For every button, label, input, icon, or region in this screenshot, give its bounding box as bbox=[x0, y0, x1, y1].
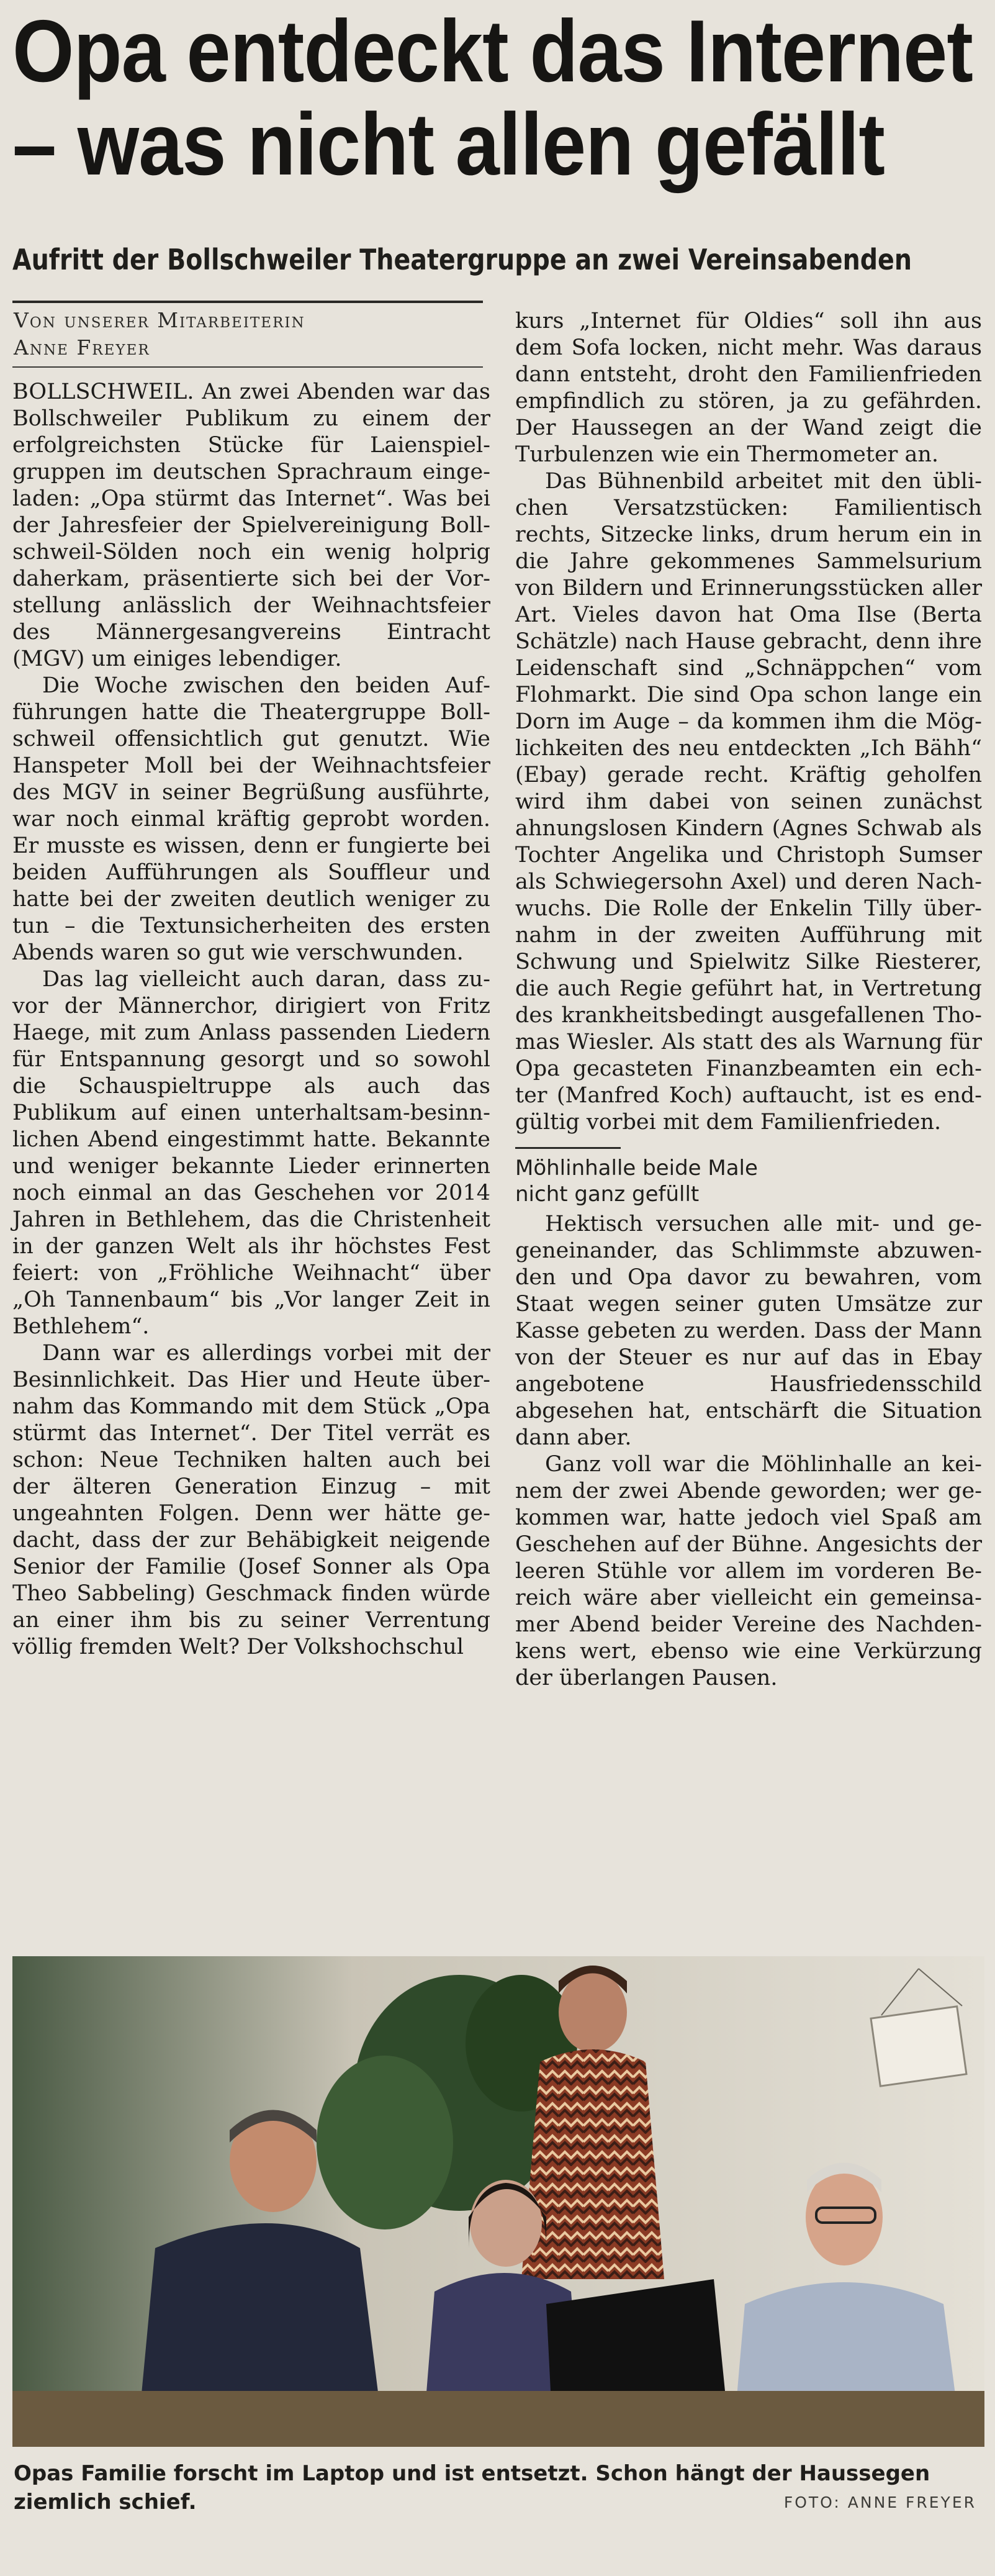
headline bbox=[12, 2, 973, 194]
article-column-left bbox=[12, 379, 490, 1661]
byline-role: Von unserer Mitarbeiterin bbox=[14, 308, 305, 332]
paragraph: Ganz voll war die Möhlinhalle an keinem der zwei Abende geworden; wer gekommen war, hatte jedoch viel Spaß am Geschehen auf der Bühne. Angesichts der leeren Stühle vor allem im vorderen Bereich wäre aber vielleicht ein gemeinsamer Abend beider Vereine des Nachdenkens wert, ebenso wie eine Verkürzung der überlangen Pausen. bbox=[515, 1452, 982, 1690]
subtitle-rule bbox=[515, 1147, 621, 1149]
paragraph: Hektisch versuchen alle mit- und gegeneinander, das Schlimmste abzuwenden und Opa davor zu bewahren, vom Staat wegen seiner guten Umsätze zur Kasse gebeten zu werden. Dass der Mann von der Steuer es nur auf das in Ebay angebotene Hausfriedensschild abgesehen hat, entschärft die Situation dann aber. bbox=[515, 1212, 982, 1450]
byline bbox=[14, 307, 484, 361]
article-column-right bbox=[515, 308, 982, 1692]
section-subtitle bbox=[515, 1155, 982, 1207]
paragraph: Die Woche zwischen den beiden Aufführungen hatte die Theatergruppe Bollschweil offensichtlich gut genutzt. Wie Hanspeter Moll bei der Weihnachtsfeier des MGV in seiner Begrüßung ausführte, war noch einmal kräftig geprobt worden. Er musste es wissen, denn er fungierte bei beiden Aufführungen als Souffleur und hatte bei der zweiten deutlich weniger zu tun – die Textunsicherheiten des ersten Abends waren so gut wie verschwunden. bbox=[12, 673, 490, 965]
paragraph: BOLLSCHWEIL. An zwei Abenden war das Bollschweiler Publikum zu einem der erfolgreichsten Stücke für Laienspielgruppen im deutschen Sprachraum eingeladen: „Opa stürmt das Internet“. Was bei der Jahresfeier der Spielvereinigung Bollschweil-Sölden noch ein wenig holprig daherkam, präsentierte sich bei der Vorstellung anlässlich der Weihnachtsfeier des Männergesangvereins Eintracht (MGV) um einiges lebendiger. bbox=[12, 379, 490, 671]
byline-bottom-rule bbox=[12, 366, 483, 368]
photo-caption: Opas Familie forscht im Laptop und ist entsetzt. Schon hängt der Haussegen ziemlich schief. bbox=[14, 2461, 930, 2515]
headline-line-2: – was nicht allen gefällt bbox=[12, 95, 885, 194]
paragraph: Das Bühnenbild arbeitet mit den üblichen Versatzstücken: Familientisch rechts, Sitzecke links, drum herum ein in die Jahre gekommenes Sammelsurium von Bildern und Erinnerungsstücken aller Art. Vieles davon hat Oma Ilse (Berta Schätzle) nach Hause gebracht, denn ihre Leidenschaft sind „Schnäppchen“ vom Flohmarkt. Die sind Opa schon lange ein Dorn im Auge – da kommen ihm die Möglichkeiten des neu entdeckten „Ich Bähh“ (Ebay) gerade recht. Kräftig geholfen wird ihm dabei von seinen zunächst ahnungslosen Kindern (Agnes Schwab als Tochter Angelika und Christoph Sumser als Schwiegersohn Axel) und deren Nachwuchs. Die Rolle der Enkelin Tilly übernahm in der zweiten Aufführung mit Schwung und Spielwitz Silke Riesterer, die auch Regie geführt hat, in Vertretung des krankheitsbedingt ausgefallenen Thomas Wiesler. Als statt des als Warnung für Opa gecasteten Finanzbeamten ein echter (Manfred Koch) auftaucht, ist es endgültig vorbei mit dem Familienfrieden. bbox=[515, 469, 982, 1135]
paragraph: Das lag vielleicht auch daran, dass zuvor der Männerchor, dirigiert von Fritz Haege, mit zum Anlass passenden Liedern für Entspannung gesorgt und so sowohl die Schauspieltruppe als auch das Publikum auf einen unterhaltsam-besinnlichen Abend eingestimmt hatte. Bekannte und weniger bekannte Lieder erinnerten noch einmal an das Geschehen vor 2014 Jahren in Bethlehem, das die Christenheit in der ganzen Welt als ihr höchstes Fest feiert: von „Fröhliche Weihnacht“ über „Oh Tannenbaum“ bis „Vor langer Zeit in Bethlehem“. bbox=[12, 967, 490, 1339]
headline-line-1: Opa entdeckt das Internet bbox=[12, 2, 973, 101]
paragraph: Dann war es allerdings vorbei mit der Besinnlichkeit. Das Hier und Heute übernahm das Kommando mit dem Stück „Opa stürmt das Internet“. Der Titel verrät es schon: Neue Techniken halten auch bei der älteren Generation Einzug – mit ungeahnten Folgen. Denn wer hätte gedacht, dass der zur Behäbigkeit neigende Senior der Familie (Josef Sonner als Opa Theo Sabbeling) Geschmack finden würde an einer ihm bis zu seiner Verrentung völlig fremden Welt? Der Volkshochschul bbox=[12, 1341, 490, 1659]
photo-credit: FOTO: ANNE FREYER bbox=[783, 2493, 976, 2511]
table bbox=[12, 2391, 984, 2447]
subheadline: Aufritt der Bollschweiler Theatergruppe an zwei Vereinsabenden bbox=[12, 243, 912, 276]
section-subtitle-line-2: nicht ganz gefüllt bbox=[515, 1182, 700, 1207]
section-subtitle-line-1: Möhlinhalle beide Male bbox=[515, 1156, 758, 1181]
paragraph: kurs „Internet für Oldies“ soll ihn aus dem Sofa locken, nicht mehr. Was daraus dann entsteht, droht den Familienfrieden empfindlich zu stören, ja zu gefährden. Der Haussegen an der Wand zeigt die Turbulenzen wie ein Thermometer an. bbox=[515, 309, 982, 467]
article-photo bbox=[12, 1956, 984, 2447]
photo-illustration bbox=[12, 1956, 984, 2447]
byline-top-rule bbox=[12, 301, 483, 303]
byline-author: Anne Freyer bbox=[14, 335, 150, 360]
